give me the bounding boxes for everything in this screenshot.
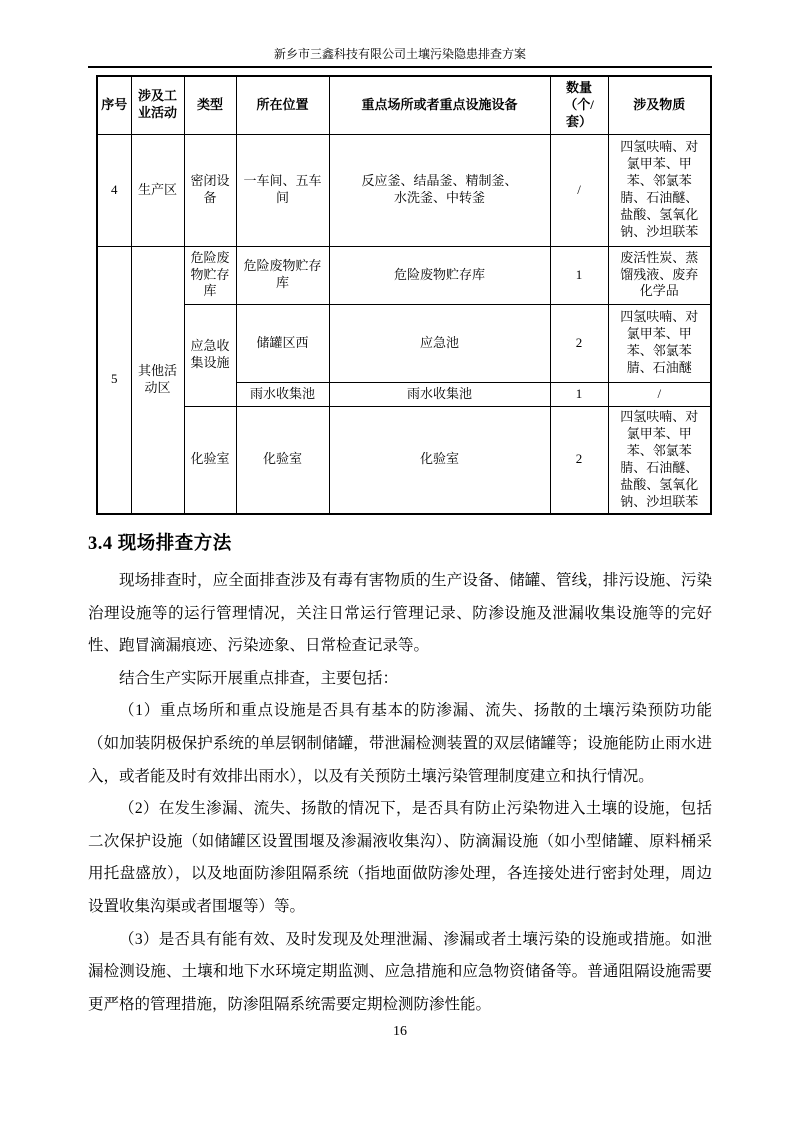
cell-substances: 四氢呋喃、对氯甲苯、甲苯、邻氯苯腈、石油醚 bbox=[608, 304, 711, 382]
cell-quantity: 2 bbox=[550, 304, 608, 382]
header-cell-substances: 涉及物质 bbox=[608, 76, 711, 134]
table-row bbox=[97, 246, 711, 304]
paragraph: 结合生产实际开展重点排查，主要包括： bbox=[119, 669, 399, 687]
cell-no: 4 bbox=[97, 134, 131, 246]
cell-quantity: 2 bbox=[550, 406, 608, 514]
facilities-table bbox=[96, 75, 712, 515]
paragraph: （2）在发生渗漏、流失、扬散的情况下，是否具有防止污染物进入土壤的设施，包括二次保护设施（如储罐区设置围堰及渗漏液收集沟）、防滴漏设施（如小型储罐、原料桶采用托盘盛放），以及地面防渗阻隔系统（指地面做防渗处理，各连接处进行密封处理，周边设置收集沟渠或者围堰等）等。 bbox=[88, 800, 712, 915]
header-cell-no: 序号 bbox=[97, 76, 131, 134]
cell-activity: 生产区 bbox=[131, 134, 184, 246]
header-cell-location: 所在位置 bbox=[236, 76, 329, 134]
table-row bbox=[97, 406, 711, 514]
doc-header-title: 新乡市三鑫科技有限公司土壤污染隐患排查方案 bbox=[273, 47, 526, 61]
cell-type: 化验室 bbox=[184, 406, 236, 514]
cell-substances: / bbox=[608, 382, 711, 406]
header-cell-type: 类型 bbox=[184, 76, 236, 134]
cell-substances: 四氢呋喃、对氯甲苯、甲苯、邻氯苯腈、石油醚、盐酸、氢氧化钠、沙坦联苯 bbox=[608, 406, 711, 514]
doc-header bbox=[88, 46, 712, 68]
cell-quantity: / bbox=[550, 134, 608, 246]
cell-location: 雨水收集池 bbox=[236, 382, 329, 406]
cell-type: 危险废物贮存库 bbox=[184, 246, 236, 304]
cell-quantity: 1 bbox=[550, 382, 608, 406]
cell-substances: 四氢呋喃、对氯甲苯、甲苯、邻氯苯腈、石油醚、盐酸、氢氧化钠、沙坦联苯 bbox=[608, 134, 711, 246]
cell-facility: 化验室 bbox=[329, 406, 550, 514]
cell-location: 化验室 bbox=[236, 406, 329, 514]
header-cell-facility: 重点场所或者重点设施设备 bbox=[329, 76, 550, 134]
cell-type: 密闭设备 bbox=[184, 134, 236, 246]
cell-quantity: 1 bbox=[550, 246, 608, 304]
cell-location: 一车间、五车间 bbox=[236, 134, 329, 246]
cell-substances: 废活性炭、蒸馏残液、废弃化学品 bbox=[608, 246, 711, 304]
cell-location: 储罐区西 bbox=[236, 304, 329, 382]
cell-type: 应急收集设施 bbox=[184, 304, 236, 406]
cell-location: 危险废物贮存库 bbox=[236, 246, 329, 304]
page-content bbox=[88, 46, 712, 1041]
cell-no: 5 bbox=[97, 246, 131, 514]
table-header-row bbox=[97, 76, 711, 134]
page-number: 16 bbox=[393, 1024, 407, 1040]
cell-facility: 反应釜、结晶釜、精制釜、水洗釜、中转釜 bbox=[329, 134, 550, 246]
paragraph: 现场排查时，应全面排查涉及有毒有害物质的生产设备、储罐、管线，排污设施、污染治理设施等的运行管理情况，关注日常运行管理记录、防渗设施及泄漏收集设施等的完好性、跑冒滴漏痕迹、污染迹象、日常检查记录等。 bbox=[88, 572, 712, 655]
cell-activity: 其他活动区 bbox=[131, 246, 184, 514]
header-cell-activity: 涉及工业活动 bbox=[131, 76, 184, 134]
cell-facility: 雨水收集池 bbox=[329, 382, 550, 406]
table-row bbox=[97, 134, 711, 246]
header-cell-quantity: 数量（个/套） bbox=[550, 76, 608, 134]
cell-facility: 应急池 bbox=[329, 304, 550, 382]
paragraph: （3）是否具有能有效、及时发现及处理泄漏、渗漏或者土壤污染的设施或措施。如泄漏检测设施、土壤和地下水环境定期监测、应急措施和应急物资储备等。普通阻隔设施需要更严格的管理措施，防渗阻隔系统需要定期检测防渗性能。 bbox=[88, 930, 712, 1013]
section-body bbox=[88, 565, 712, 1021]
cell-facility: 危险废物贮存库 bbox=[329, 246, 550, 304]
table-row bbox=[97, 304, 711, 382]
paragraph: （1）重点场所和重点设施是否具有基本的防渗漏、流失、扬散的土壤污染预防功能（如加装阴极保护系统的单层钢制储罐，带泄漏检测装置的双层储罐等；设施能防止雨水进入，或者能及时有效排出雨水），以及有关预防土壤污染管理制度建立和执行情况。 bbox=[88, 702, 712, 785]
section-heading: 3.4 现场排查方法 bbox=[88, 534, 232, 554]
